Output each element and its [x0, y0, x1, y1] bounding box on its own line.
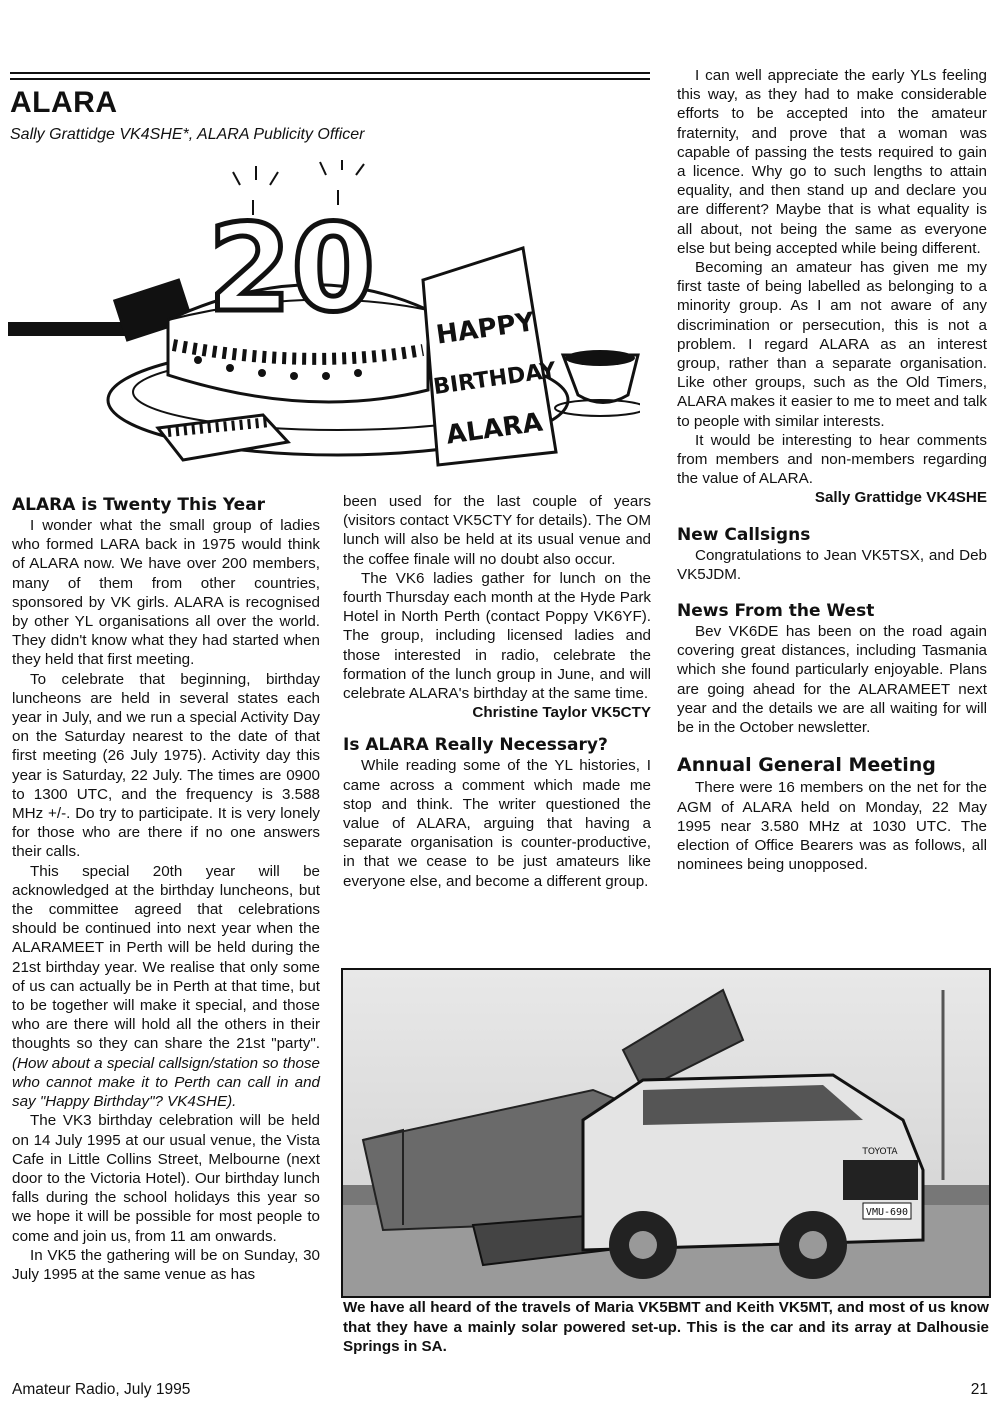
birthday-illustration [8, 160, 640, 478]
heading-news-from-west: News From the West [677, 601, 875, 622]
card-line-1: HAPPY [434, 307, 537, 351]
header-rule-bottom [10, 78, 650, 80]
card-line-2: BIRTHDAY [431, 358, 558, 401]
paragraph-italic-note: (How about a special callsign/station so those who cannot make it to Perth can call in and say "Happy Birthday"? VK4SHE). [12, 1054, 320, 1111]
paragraph: Bev VK6DE has been on the road again covering great distances, including Tasmania which she found particularly enjoyable. Plans are going ahead for the ALARAMEET next year and the details we are all waiting for will be in the October newsletter. [677, 623, 987, 737]
photo-caption: We have all heard of the travels of Maria VK5BMT and Keith VK5MT, and most of us know that they have a mainly solar powered set-up. This is the car and its array at Dalhousie Springs in SA. [343, 1299, 989, 1355]
header-rule-top [10, 72, 650, 74]
paragraph: The VK3 birthday celebration will be held on 14 July 1995 at our usual venue, the Vista Cafe in Little Collins Street, Melbourne (next door to the Victoria Hotel). Our birthday lunch falls during the school holidays this year so we hope it will be possible for most people to come and join us, from 11 am onwards. [12, 1112, 320, 1245]
paragraph: Becoming an amateur has given me my first taste of being labelled as belonging to a minority group. As I am not aware of any discrimination or persecution, this is not a problem. I regard ALARA as an interest group, rather than a separate organisation. Like other groups, such as the Old Timers, ALARA makes it easier to me to meet and talk to people with similar interests. [677, 259, 987, 430]
page-number: 21 [970, 1381, 988, 1398]
paragraph: I can well appreciate the early YLs feeling this way, as they had to make considerable efforts to be accepted into the amateur fraternity, and prove that a woman was capable of passing the tests required to gain a licence. Why go to such lengths to attain equality, and then stand up and declare you are different? Maybe that is what equality is all about, not being the same as everyone else but being accepted while being different. [677, 67, 987, 257]
paragraph: In VK5 the gathering will be on Sunday, 30 July 1995 at the same venue as has [12, 1246, 320, 1283]
svg-text:20: 20 [208, 200, 375, 339]
signature-christine: Christine Taylor VK5CTY [472, 704, 651, 722]
article-byline: Sally Grattidge VK4SHE*, ALARA Publicity Officer [10, 126, 365, 143]
heading-new-callsigns: New Callsigns [677, 524, 811, 545]
photo-scene [343, 970, 989, 1296]
column-2 [343, 492, 651, 891]
paragraph: The VK6 ladies gather for lunch on the fourth Thursday each month at the Hyde Park Hotel in North Perth (contact Poppy VK6YF). The group, including licensed ladies and those interested in radio, celebrate the formation of the lunch group in June, and will celebrate ALARA's birthday at the same time. [343, 569, 651, 703]
footer-publication: Amateur Radio, July 1995 [12, 1381, 191, 1398]
paragraph: There were 16 members on the net for the AGM of ALARA held on Monday, 22 May 1995 near 3.580 MHz at 1030 UTC. The election of Office Bearers was as follows, all nominees being unopposed. [677, 779, 987, 874]
car-brand: TOYOTA [862, 1147, 898, 1157]
heading-agm: Annual General Meeting [677, 754, 936, 777]
paragraph: To celebrate that beginning, birthday luncheons are held in several states each year in July, and we run a special Activity Day on the Saturday nearest to the date of that first meeting (26 July 1975). Activity day this year is Saturday, 22 July. The times are 0900 to 1300 UTC, and the frequency is 3.588 MHz +/-. Do try to participate. It is very lonely for those who are there if no one answers their calls. [12, 670, 320, 861]
paragraph: I wonder what the small group of ladies who formed LARA back in 1975 would think of ALARA now. We have over 200 members, many of them from other countries, sponsored by VK girls. ALARA is recognised by other YL organisations all over the world. They didn't know what they had started when they held that first meeting. [12, 517, 320, 669]
heading-is-alara-necessary: Is ALARA Really Necessary? [343, 735, 608, 756]
paragraph [12, 862, 320, 1112]
signature-sally: Sally Grattidge VK4SHE [814, 489, 987, 507]
heading-twenty-years: ALARA is Twenty This Year [12, 495, 266, 515]
license-plate: VMU-690 [865, 1207, 909, 1218]
article-title: ALARA [10, 86, 118, 119]
column-1 [12, 494, 320, 1284]
card-line-3: ALARA [444, 407, 545, 451]
column-3 [677, 66, 987, 874]
paragraph: been used for the last couple of years (visitors contact VK5CTY for details). The OM lunch will also be held at its usual venue and the coffee finale will no doubt also occur. [343, 493, 651, 568]
antenna-rod [8, 322, 128, 336]
paragraph: While reading some of the YL histories, I came across a comment which made me stop and think. The writer questioned the value of ALARA, arguing that having a separate organisation is counter-productive, in that we cease to be just amateurs like everyone else, and become a different group. [343, 757, 651, 890]
photo-car-solar [341, 968, 991, 1298]
paragraph-text: This special 20th year will be acknowledged at the birthday luncheons, but the committee agreed that celebrations should be continued into next year when the ALARAMEET in Perth will be held during the 21st birthday year. We realise that only some of us can actually be in Perth at that time, but to be together will make it special, and those who are there will hold all the others in their thoughts so they can share the 21st "party". [12, 862, 320, 1053]
paragraph: Congratulations to Jean VK5TSX, and Deb VK5JDM. [677, 546, 987, 583]
number-20 [208, 200, 375, 339]
paragraph: It would be interesting to hear comments from members and non-members regarding the value of ALARA. [677, 431, 987, 488]
car-grille [843, 1160, 918, 1200]
card-text [432, 307, 559, 451]
